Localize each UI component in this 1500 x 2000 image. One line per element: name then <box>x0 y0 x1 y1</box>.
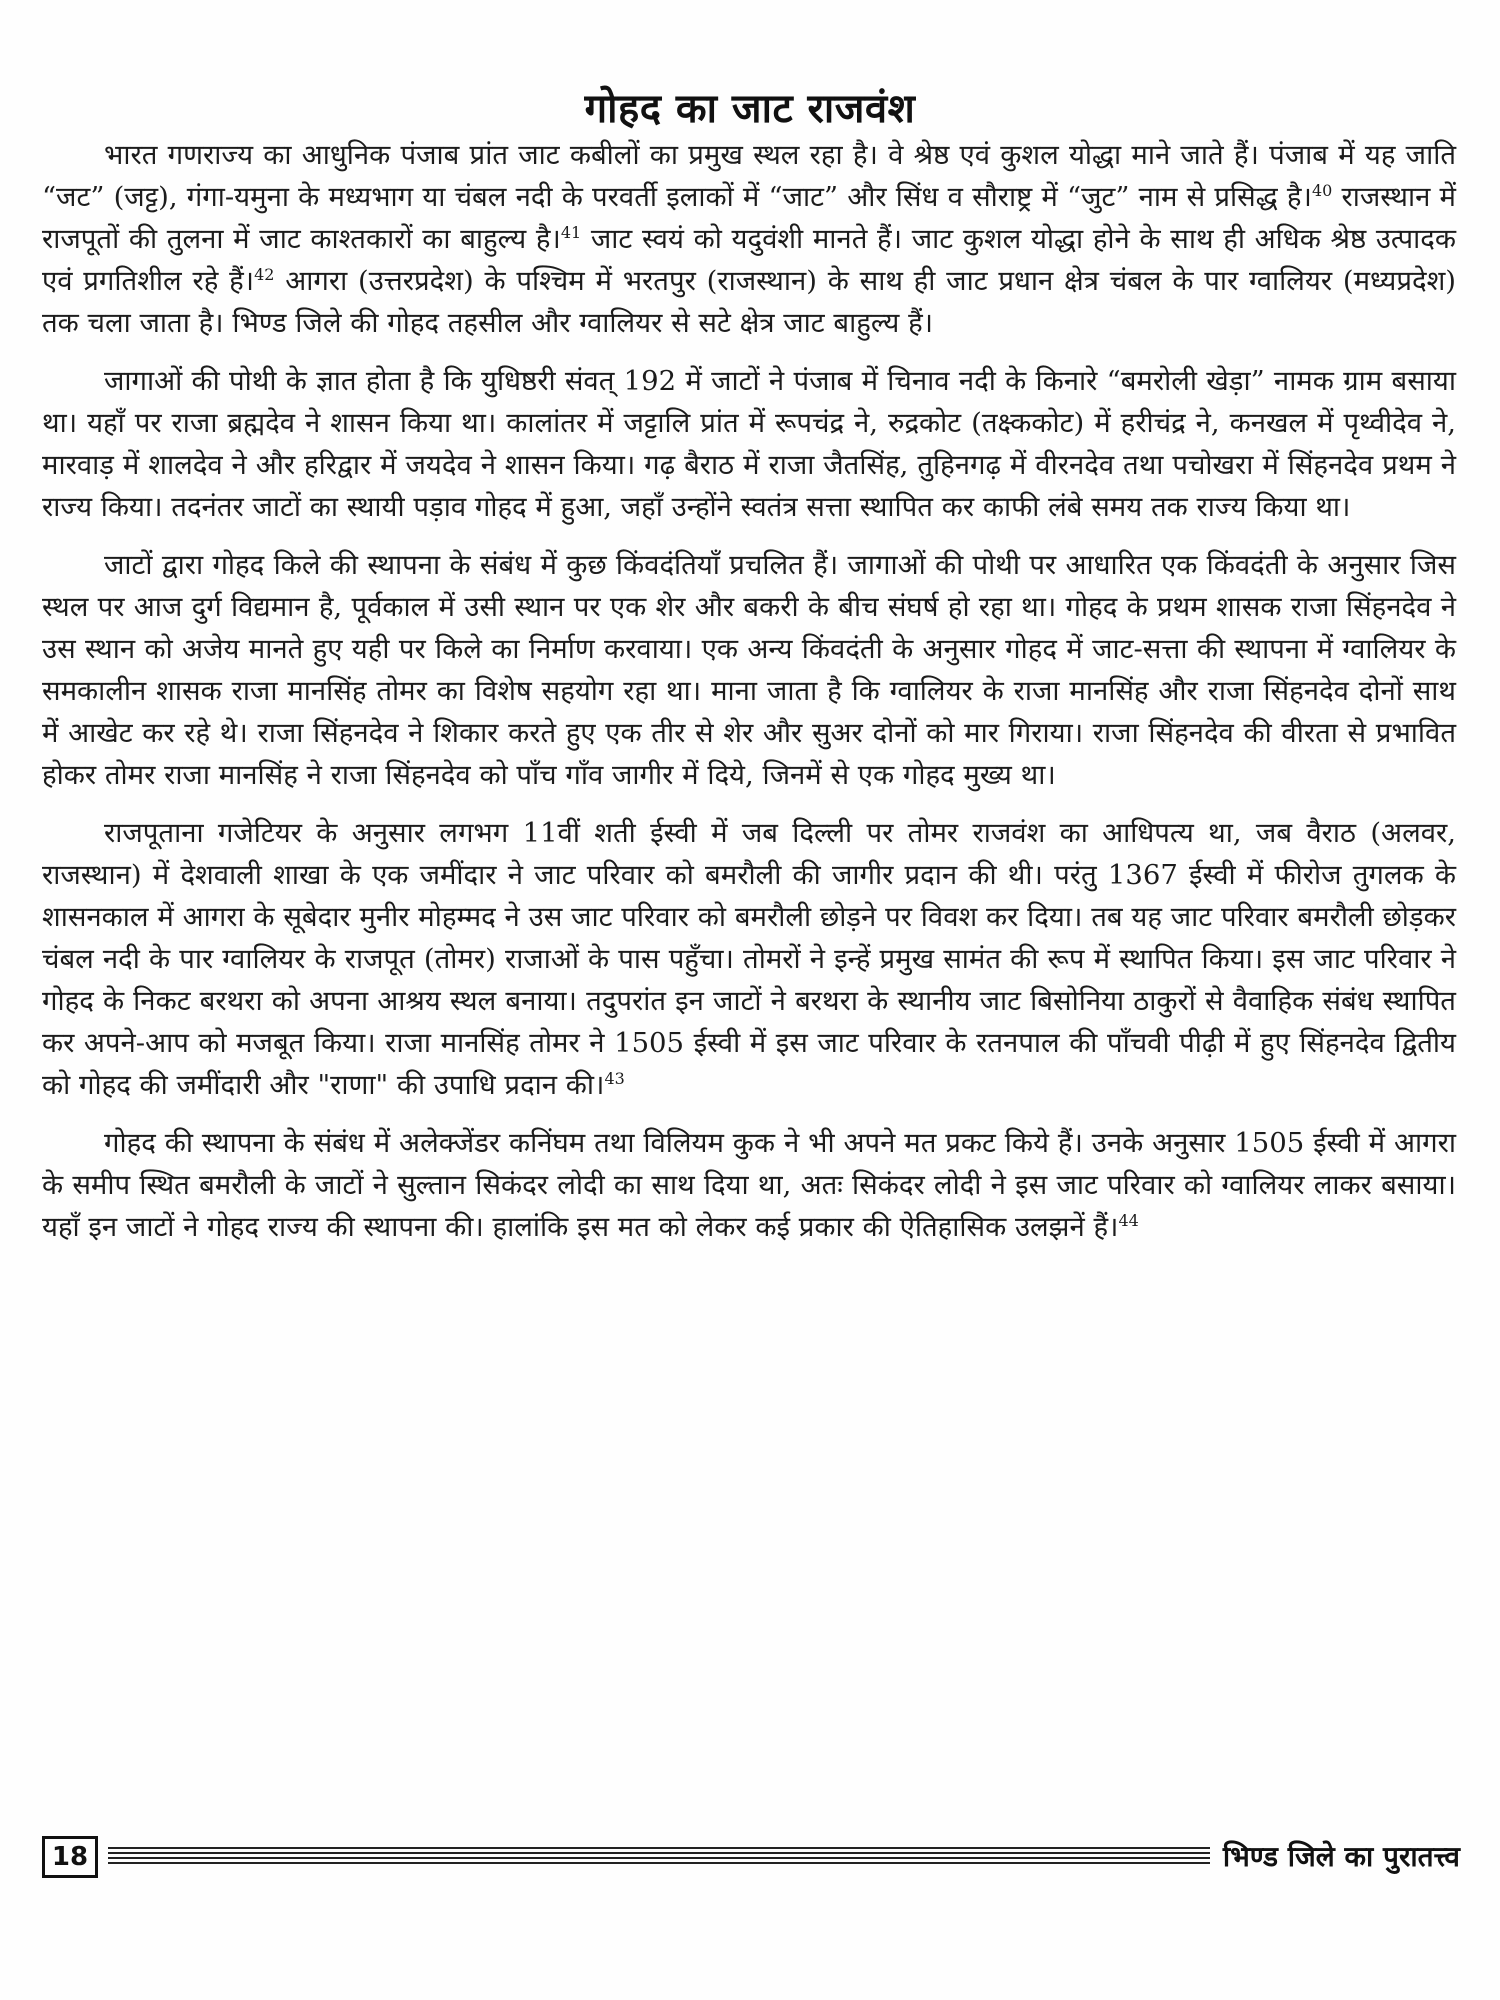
paragraph-text: जाट स्वयं को यदुवंशी मानते हैं। जाट कुशल योद्धा होने के साथ ही अधिक श्रेष्ठ उत्पादक एवं प्रगतिशील रहे हैं। <box>42 223 1456 297</box>
footnote-reference: 44 <box>1118 1210 1139 1230</box>
body-text <box>42 134 1456 1264</box>
paragraph-text: आगरा (उत्तरप्रदेश) के पश्चिम में भरतपुर (राजस्थान) के साथ ही जाट प्रधान क्षेत्र चंबल के पार ग्वालियर (मध्यप्रदेश) तक चला जाता है। भिण्ड जिले की गोहद तहसील और ग्वालियर से सटे क्षेत्र जाट बाहुल्य हैं। <box>42 265 1457 339</box>
paragraph-text: राजपूताना गजेटियर के अनुसार लगभग 11वीं शती ईस्वी में जब दिल्ली पर तोमर राजवंश का आधिपत्य था, जब वैराठ (अलवर, राजस्थान) में देशवाली शाखा के एक जमींदार ने जाट परिवार को बमरौली की जागीर प्रदान की थी। परंतु 1367 ईस्वी में फीरोज तुगलक के शासनकाल में आगरा के सूबेदार मुनीर मोहम्मद ने उस जाट परिवार को बमरौली छोड़ने पर विवश कर दिया। तब यह जाट परिवार बमरौली छोड़कर चंबल नदी के पार ग्वालियर के राजपूत (तोमर) राजाओं के पास पहुँचा। तोमरों ने इन्हें प्रमुख सामंत की रूप में स्थापित किया। इस जाट परिवार ने गोहद के निकट बरथरा को अपना आश्रय स्थल बनाया। तदुपरांत इन जाटों ने बरथरा के स्थानीय जाट बिसोनिया ठाकुरों से वैवाहिक संबंध स्थापित कर अपने-आप को मजबूत किया। राजा मानसिंह तोमर ने 1505 ईस्वी में इस जाट परिवार के रतनपाल की पाँचवी पीढ़ी में हुए सिंहनदेव द्वितीय को गोहद की जमींदारी और "राणा" की उपाधि प्रदान की। <box>42 817 1456 1101</box>
paragraph <box>42 1122 1456 1248</box>
paragraph-text: भारत गणराज्य का आधुनिक पंजाब प्रांत जाट कबीलों का प्रमुख स्थल रहा है। वे श्रेष्ठ एवं कुशल योद्धा माने जाते हैं। पंजाब में यह जाति “जट” (जट्ट), गंगा-यमुना के मध्यभाग या चंबल नदी के परवर्ती इलाकों में “जाट” और सिंध व सौराष्ट्र में “जुट” नाम से प्रसिद्ध है। <box>42 139 1456 213</box>
footnote-reference: 42 <box>254 264 275 284</box>
footnote-reference: 41 <box>560 222 582 242</box>
paragraph-text: जागाओं की पोथी के ज्ञात होता है कि युधिष्ठरी संवत् 192 में जाटों ने पंजाब में चिनाव नदी के किनारे “बमरोली खेड़ा” नामक ग्राम बसाया था। यहाँ पर राजा ब्रह्मदेव ने शासन किया था। कालांतर में जट्टालि प्रांत में रूपचंद्र ने, रुद्रकोट (तक्ष्ककोट) में हरीचंद्र ने, कनखल में पृथ्वीदेव ने, मारवाड़ में शालदेव ने और हरिद्वार में जयदेव ने शासन किया। गढ़ बैराठ में राजा जैतसिंह, तुहिनगढ़ में वीरनदेव तथा पचोखरा में सिंहनदेव प्रथम ने राज्य किया। तदनंतर जाटों का स्थायी पड़ाव गोहद में हुआ, जहाँ उन्होंने स्वतंत्र सत्ता स्थापित कर काफी लंबे समय तक राज्य किया था। <box>42 365 1456 523</box>
paragraph <box>42 360 1456 528</box>
paragraph-text: गोहद की स्थापना के संबंध में अलेक्जेंडर कनिंघम तथा विलियम कुक ने भी अपने मत प्रकट किये हैं। उनके अनुसार 1505 ईस्वी में आगरा के समीप स्थित बमरौली के जाटों ने सुल्तान सिकंदर लोदी का साथ दिया था, अतः सिकंदर लोदी ने इस जाट परिवार को ग्वालियर लाकर बसाया। यहाँ इन जाटों ने गोहद राज्य की स्थापना की। हालांकि इस मत को लेकर कई प्रकार की ऐतिहासिक उलझनें हैं। <box>42 1127 1456 1243</box>
footnote-reference: 40 <box>1311 180 1333 200</box>
page-number: 18 <box>42 1836 98 1878</box>
footnote-reference: 43 <box>604 1068 625 1088</box>
paragraph <box>42 544 1456 796</box>
running-footer-title: भिण्ड जिले का पुरातत्त्व <box>1222 1840 1460 1873</box>
page-footer <box>42 1836 1460 1884</box>
paragraph-text: राजस्थान में राजपूतों की तुलना में जाट काश्तकारों का बाहुल्य है। <box>42 181 1456 255</box>
paragraph <box>42 134 1456 344</box>
paragraph-text: जाटों द्वारा गोहद किले की स्थापना के संबंध में कुछ किंवदंतियाँ प्रचलित हैं। जागाओं की पोथी पर आधारित एक किंवदंती के अनुसार जिस स्थल पर आज दुर्ग विद्यमान है, पूर्वकाल में उसी स्थान पर एक शेर और बकरी के बीच संघर्ष हो रहा था। गोहद के प्रथम शासक राजा सिंहनदेव ने उस स्थान को अजेय मानते हुए यही पर किले का निर्माण करवाया। एक अन्य किंवदंती के अनुसार गोहद में जाट-सत्ता की स्थापना में ग्वालियर के समकालीन शासक राजा मानसिंह तोमर का विशेष सहयोग रहा था। माना जाता है कि ग्वालियर के राजा मानसिंह और राजा सिंहनदेव दोनों साथ में आखेट कर रहे थे। राजा सिंहनदेव ने शिकार करते हुए एक तीर से शेर और सुअर दोनों को मार गिराया। राजा सिंहनदेव की वीरता से प्रभावित होकर तोमर राजा मानसिंह ने राजा सिंहनदेव को पाँच गाँव जागीर में दिये, जिनमें से एक गोहद मुख्य था। <box>42 549 1456 791</box>
page-title: गोहद का जाट राजवंश <box>584 85 916 132</box>
paragraph <box>42 812 1456 1106</box>
footer-rule <box>108 1845 1210 1869</box>
